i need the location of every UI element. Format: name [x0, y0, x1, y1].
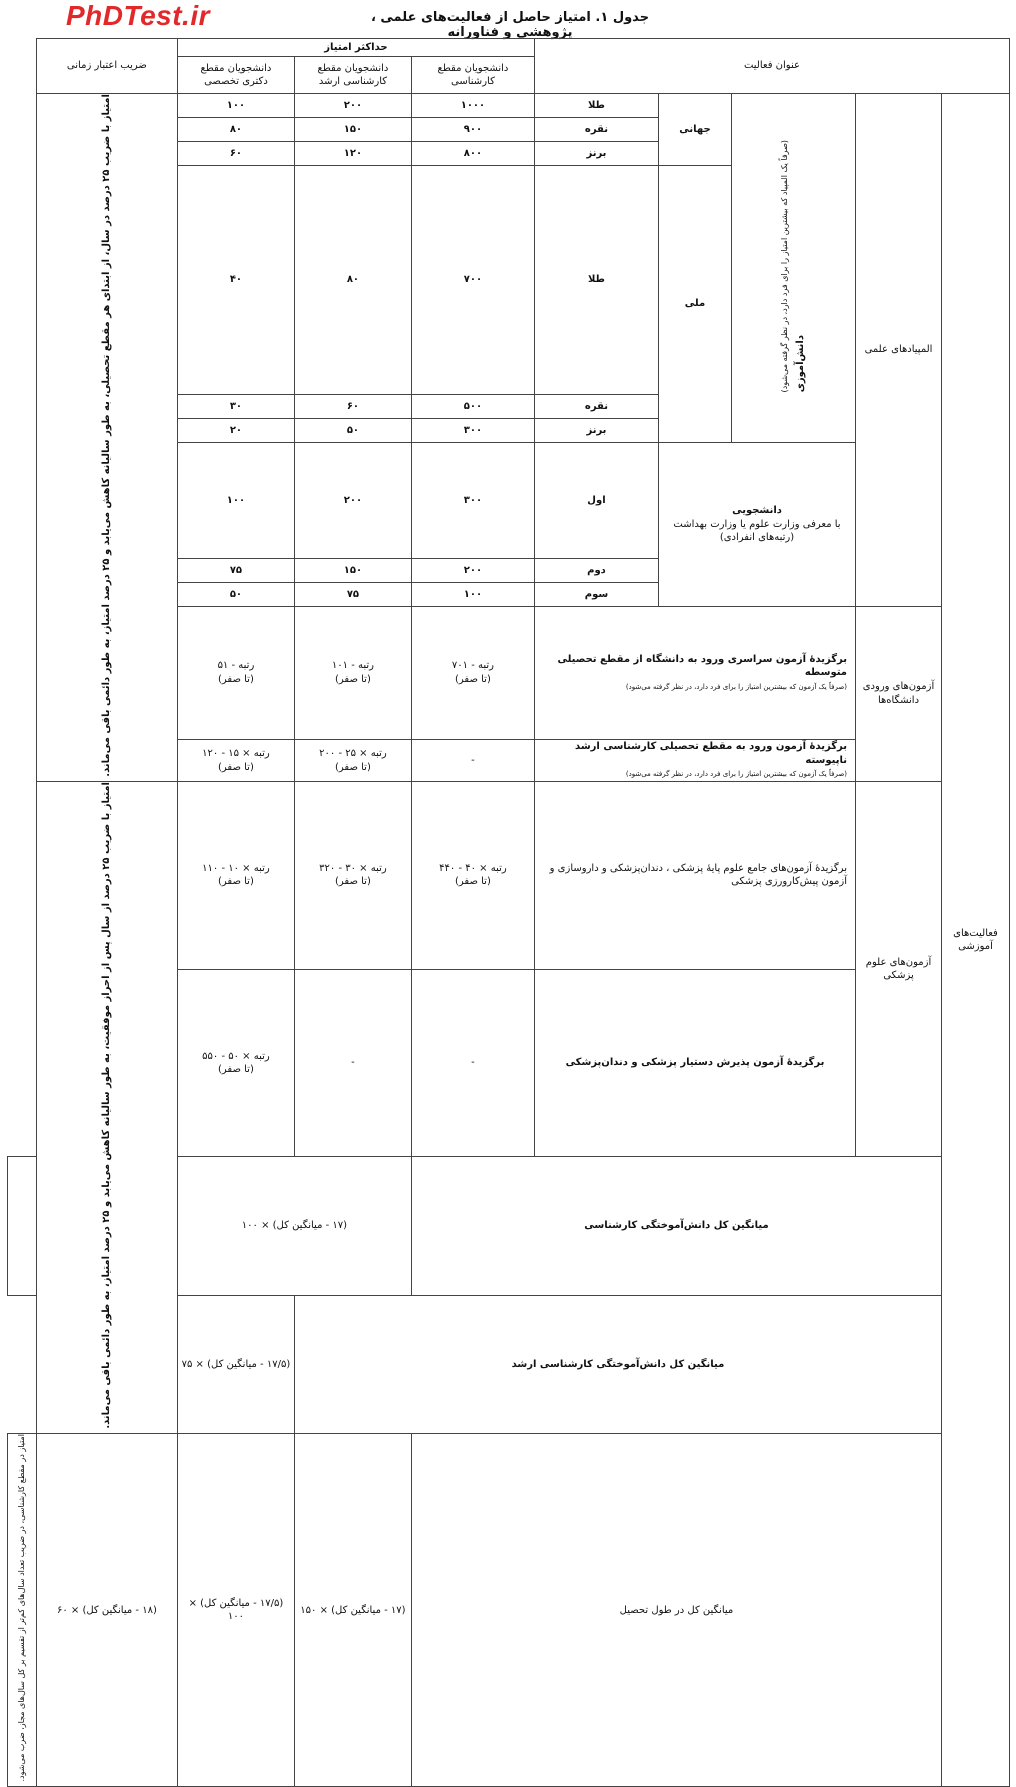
cell-bachelor: ۳۰۰	[411, 443, 534, 558]
cell-bachelor: ۸۰۰	[411, 142, 534, 166]
entrance-title: برگزیدهٔ آزمون سراسری ورود به دانشگاه از مقطع تحصیلی متوسطه (صرفاً یک آزمون که بیشترین امتیاز را برای فرد دارد، در نظر گرفته می‌شود)	[534, 606, 855, 739]
cell-phd: ۳۰	[177, 395, 294, 419]
group-knowledge: دانش‌آموزی (صرفاً یک المپیاد که بیشترین امتیاز را برای فرد دارد، در نظر گرفته می‌شود)	[732, 94, 856, 443]
medal-gold: طلا	[534, 166, 658, 395]
cell-master: ۲۰۰	[294, 443, 411, 558]
cell-bachelor: ۱۰۰	[411, 582, 534, 606]
gpa-value: (۱۷ - میانگین کل) × ۱۰۰	[177, 1157, 411, 1295]
medal-gold: طلا	[534, 94, 658, 118]
medal-bronze: برنز	[534, 142, 658, 166]
medal-silver: نقره	[534, 118, 658, 142]
cell-phd: ۱۰۰	[177, 443, 294, 558]
group-olympiad: المپیادهای علمی	[856, 94, 942, 607]
cell-master: -	[294, 969, 411, 1157]
cell-master: رتبه - ۱۰۱ (تا صفر)	[294, 606, 411, 739]
table-row	[8, 1434, 1010, 1787]
entrance-title: برگزیدهٔ آزمون ورود به مقطع تحصیلی کارشناسی ارشد ناپیوسته (صرفاً یک آزمون که بیشترین امتیاز را برای فرد دارد، در نظر گرفته می‌شود)	[534, 740, 855, 782]
cell-phd: ۲۰	[177, 419, 294, 443]
cell-phd: (۱۸ - میانگین کل) × ۶۰	[36, 1434, 177, 1787]
rank-third: سوم	[534, 582, 658, 606]
rank-second: دوم	[534, 558, 658, 582]
header-time-factor: ضریب اعتبار زمانی	[36, 39, 177, 94]
site-logo: PhDTest.ir	[66, 0, 210, 31]
group-national: ملی	[659, 166, 732, 443]
cell-phd: رتبه × ۱۵ - ۱۲۰ (تا صفر)	[177, 740, 294, 782]
group-student: دانشجویی با معرفی وزارت علوم یا وزارت بهداشت (رتبه‌های انفرادی)	[659, 443, 856, 606]
header-phd: دانشجویان مقطع دکتری تخصصی	[177, 57, 294, 94]
gpa-title: میانگین کل دانش‌آموختگی کارشناسی	[411, 1157, 941, 1295]
time-note-1: امتیاز با ضریب ۲۵ درصد در سال، از ابتدای هر مقطع تحصیلی، به طور سالیانه کاهش می‌یابد و ۲۵ درصد امتیاز، به طور دائمی باقی می‌ماند.	[36, 94, 177, 782]
table-row	[8, 94, 1010, 118]
cell-bachelor: ۲۰۰	[411, 558, 534, 582]
group-educational: فعالیت‌های آموزشی	[942, 94, 1010, 1787]
cell-master: ۷۵	[294, 582, 411, 606]
medal-bronze: برنز	[534, 419, 658, 443]
header-master: دانشجویان مقطع کارشناسی ارشد	[294, 57, 411, 94]
cell-bachelor: ۳۰۰	[411, 419, 534, 443]
cell-phd: ۸۰	[177, 118, 294, 142]
cell-master: ۱۵۰	[294, 118, 411, 142]
cell-phd: رتبه × ۱۰ - ۱۱۰ (تا صفر)	[177, 782, 294, 970]
time-note-2: امتیاز با ضریب ۲۵ درصد از سال پس از احراز موفقیت، به طور سالیانه کاهش می‌یابد و ۲۵ درصد امتیاز، به طور دائمی باقی می‌ماند.	[36, 782, 177, 1434]
table-row	[8, 782, 1010, 970]
cell-phd: ۶۰	[177, 142, 294, 166]
cell-master: ۱۲۰	[294, 142, 411, 166]
gpa-title: میانگین کل در طول تحصیل	[411, 1434, 941, 1787]
group-medical: آزمون‌های علوم پزشکی	[856, 782, 942, 1157]
table-caption: جدول ۱. امتیاز حاصل از فعالیت‌های علمی ، پژوهشی و فناورانه	[370, 10, 650, 40]
cell-master: ۱۵۰	[294, 558, 411, 582]
cell-bachelor: ۷۰۰	[411, 166, 534, 395]
group-world: جهانی	[659, 94, 732, 166]
cell-phd: ۴۰	[177, 166, 294, 395]
cell-master: ۸۰	[294, 166, 411, 395]
cell-bachelor: رتبه - ۷۰۱ (تا صفر)	[411, 606, 534, 739]
cell-bachelor: -	[411, 740, 534, 782]
cell-phd: رتبه - ۵۱ (تا صفر)	[177, 606, 294, 739]
cell-master: ۶۰	[294, 395, 411, 419]
cell-master: (۱۷/۵ - میانگین کل) × ۱۰۰	[177, 1434, 294, 1787]
cell-phd: ۵۰	[177, 582, 294, 606]
group-entrance: آزمون‌های ورودی دانشگاه‌ها	[856, 606, 942, 781]
rank-first: اول	[534, 443, 658, 558]
cell-master: رتبه × ۲۵ - ۲۰۰ (تا صفر)	[294, 740, 411, 782]
cell-phd	[8, 1157, 37, 1295]
medical-title: برگزیدهٔ آزمون پذیرش دستیار پزشکی و دندان‌پزشکی	[534, 969, 855, 1157]
header-activity-title: عنوان فعالیت	[534, 39, 1009, 94]
cell-phd: ۱۰۰	[177, 94, 294, 118]
cell-master: ۵۰	[294, 419, 411, 443]
header-row	[8, 39, 1010, 57]
gpa-value: (۱۷/۵ - میانگین کل) × ۷۵	[177, 1295, 294, 1434]
cell-master: رتبه × ۳۰ - ۳۲۰ (تا صفر)	[294, 782, 411, 970]
cell-phd: رتبه × ۵۰ - ۵۵۰ (تا صفر)	[177, 969, 294, 1157]
cell-bachelor: ۹۰۰	[411, 118, 534, 142]
cell-phd: ۷۵	[177, 558, 294, 582]
score-table	[7, 38, 1010, 1787]
header-max-points: حداکثر امتیاز	[177, 39, 534, 57]
cell-master: ۲۰۰	[294, 94, 411, 118]
medal-silver: نقره	[534, 395, 658, 419]
cell-bachelor: -	[411, 969, 534, 1157]
cell-bachelor: ۱۰۰۰	[411, 94, 534, 118]
medical-title: برگزیدهٔ آزمون‌های جامع علوم پایهٔ پزشکی ، دندان‌پزشکی و داروسازی و آزمون پیش‌کارورزی پزشکی	[534, 782, 855, 970]
cell-bachelor: (۱۷ - میانگین کل) × ۱۵۰	[294, 1434, 411, 1787]
gpa-title: میانگین کل دانش‌آموختگی کارشناسی ارشد	[294, 1295, 941, 1434]
cell-bachelor: ۵۰۰	[411, 395, 534, 419]
time-note-3: امتیاز در مقطع کارشناسی، در ضریب تعداد سال‌های کم‌تر از تقسیم بر کل سال‌های مجاز، ضرب می‌شود.	[8, 1434, 37, 1787]
header-bachelor: دانشجویان مقطع کارشناسی	[411, 57, 534, 94]
cell-bachelor: رتبه × ۴۰ - ۴۴۰ (تا صفر)	[411, 782, 534, 970]
